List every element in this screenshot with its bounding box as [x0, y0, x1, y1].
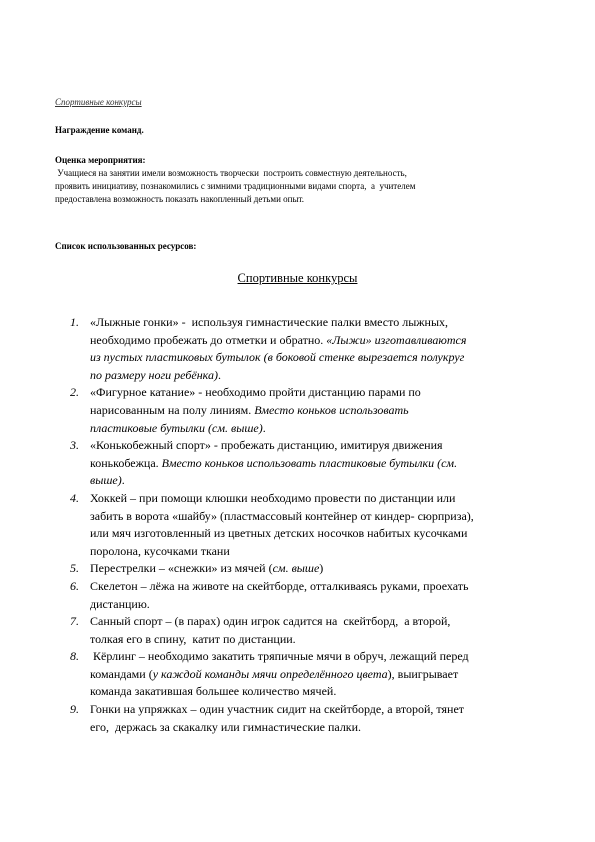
contests-list	[70, 314, 550, 736]
list-item-line	[90, 613, 550, 631]
awarding-heading: Награждение команд.	[55, 125, 144, 135]
text-segment: Гонки на упряжках – один участник сидит на скейтборде, а второй, тянет	[90, 702, 465, 717]
text-segment: «Лыжи» изготавливаются	[326, 332, 467, 347]
text-segment: или мяч изготовленный из цветных детских носочков набитых кусочками	[90, 526, 468, 541]
list-item	[70, 314, 550, 384]
list-item-line	[90, 631, 550, 649]
list-item-number: 3.	[70, 438, 79, 453]
list-item	[70, 560, 550, 578]
text-segment: его, держась за скакалку или гимнастические палки.	[90, 719, 362, 734]
list-item-line	[90, 455, 550, 473]
section-link-sports-contests[interactable]: Спортивные конкурсы	[55, 97, 142, 107]
list-item-line	[90, 367, 550, 385]
text-segment: Кёрлинг – необходимо закатить тряпичные мячи в обруч, лежащий перед	[90, 649, 469, 664]
evaluation-line: предоставлена возможность показать накопленный детьми опыт.	[55, 194, 305, 204]
list-item-number: 6.	[70, 578, 79, 593]
list-item-line	[90, 332, 550, 350]
text-segment: выше)	[90, 473, 122, 488]
text-segment: поролона, кусочками ткани	[90, 543, 230, 558]
list-item	[70, 437, 550, 490]
text-segment: по размеру ноги ребёнка)	[90, 367, 218, 382]
list-item-line	[90, 596, 550, 614]
list-item	[70, 613, 550, 648]
text-segment: Хоккей – при помощи клюшки необходимо провести по дистанции или	[90, 490, 456, 505]
list-item-number: 7.	[70, 614, 79, 629]
list-item	[70, 384, 550, 437]
text-segment: см. выше	[272, 561, 320, 576]
text-segment: .	[217, 367, 221, 382]
text-segment: необходимо пробежать до отметки и обратно.	[90, 332, 327, 347]
list-item-number: 1.	[70, 315, 79, 329]
list-item-line	[90, 384, 550, 402]
text-segment: у каждой команды мячи определённого цвета	[152, 666, 388, 681]
resources-heading: Список использованных ресурсов:	[55, 241, 197, 251]
text-segment: Перестрелки – «снежки» из мячей (	[90, 561, 273, 576]
list-item-number: 9.	[70, 702, 79, 717]
list-item	[70, 648, 550, 701]
list-item-number: 5.	[70, 561, 79, 576]
text-segment: командами (	[90, 666, 153, 681]
list-item-line	[90, 683, 550, 701]
list-item-line	[90, 402, 550, 420]
list-item	[70, 701, 550, 736]
list-item-line	[90, 525, 550, 543]
text-segment: )	[319, 561, 324, 576]
list-item-line	[90, 437, 550, 455]
list-item-line	[90, 578, 550, 596]
list-item	[70, 490, 550, 560]
list-item-line	[90, 701, 550, 719]
list-item-line	[90, 490, 550, 508]
text-segment: Скелетон – лёжа на животе на скейтборде, отталкиваясь руками, проехать	[90, 578, 469, 593]
text-segment: команда закатившая большее количество мячей.	[90, 684, 337, 699]
evaluation-text	[55, 167, 555, 206]
list-item-line	[90, 648, 550, 666]
evaluation-line: Учащиеся на занятии имели возможность творчески построить совместную деятельность,	[55, 168, 407, 178]
list-item-line	[90, 472, 550, 490]
text-segment: нарисованным на полу линиям.	[90, 402, 255, 417]
text-segment: толкая его в спину, катит по дистанции.	[90, 631, 296, 646]
list-item-line	[90, 666, 550, 684]
list-item-line	[90, 560, 550, 578]
list-item-line	[90, 543, 550, 561]
list-item-number: 2.	[70, 385, 79, 400]
text-segment: ), выигрывает	[387, 666, 459, 681]
text-segment: пластиковые бутылки (см. выше)	[90, 420, 263, 435]
text-segment: Вместо коньков использовать пластиковые бутылки (см.	[161, 455, 458, 470]
list-item-line	[90, 719, 550, 737]
list-item-line	[90, 420, 550, 438]
evaluation-heading: Оценка мероприятия:	[55, 155, 146, 165]
text-segment: .	[121, 473, 125, 488]
text-segment: забить в ворота «шайбу» (пластмассовый контейнер от киндер- сюрприза),	[90, 508, 474, 523]
text-segment: .	[262, 420, 266, 435]
list-item-number: 4.	[70, 490, 79, 505]
text-segment: «Конькобежный спорт» - пробежать дистанцию, имитируя движения	[90, 438, 443, 453]
text-segment: дистанцию.	[90, 596, 150, 611]
text-segment: Вместо коньков использовать	[254, 402, 409, 417]
text-segment: «Лыжные гонки» - используя гимнастические палки вместо лыжных,	[90, 315, 449, 329]
text-segment: из пустых пластиковых бутылок (в боковой стенке вырезается полукруг	[90, 350, 465, 365]
list-item-line	[90, 508, 550, 526]
text-segment: «Фигурное катание» - необходимо пройти дистанцию парами по	[90, 385, 421, 400]
list-item-number: 8.	[70, 649, 79, 664]
main-title: Спортивные конкурсы	[237, 271, 358, 285]
list-item	[70, 578, 550, 613]
list-item-line	[90, 349, 550, 367]
text-segment: конькобежца.	[90, 455, 162, 470]
text-segment: Санный спорт – (в парах) один игрок садится на скейтборд, а второй,	[90, 614, 451, 629]
evaluation-line: проявить инициативу, познакомились с зимними традиционными видами спорта, а учителем	[55, 181, 416, 191]
list-item-line	[90, 314, 550, 332]
